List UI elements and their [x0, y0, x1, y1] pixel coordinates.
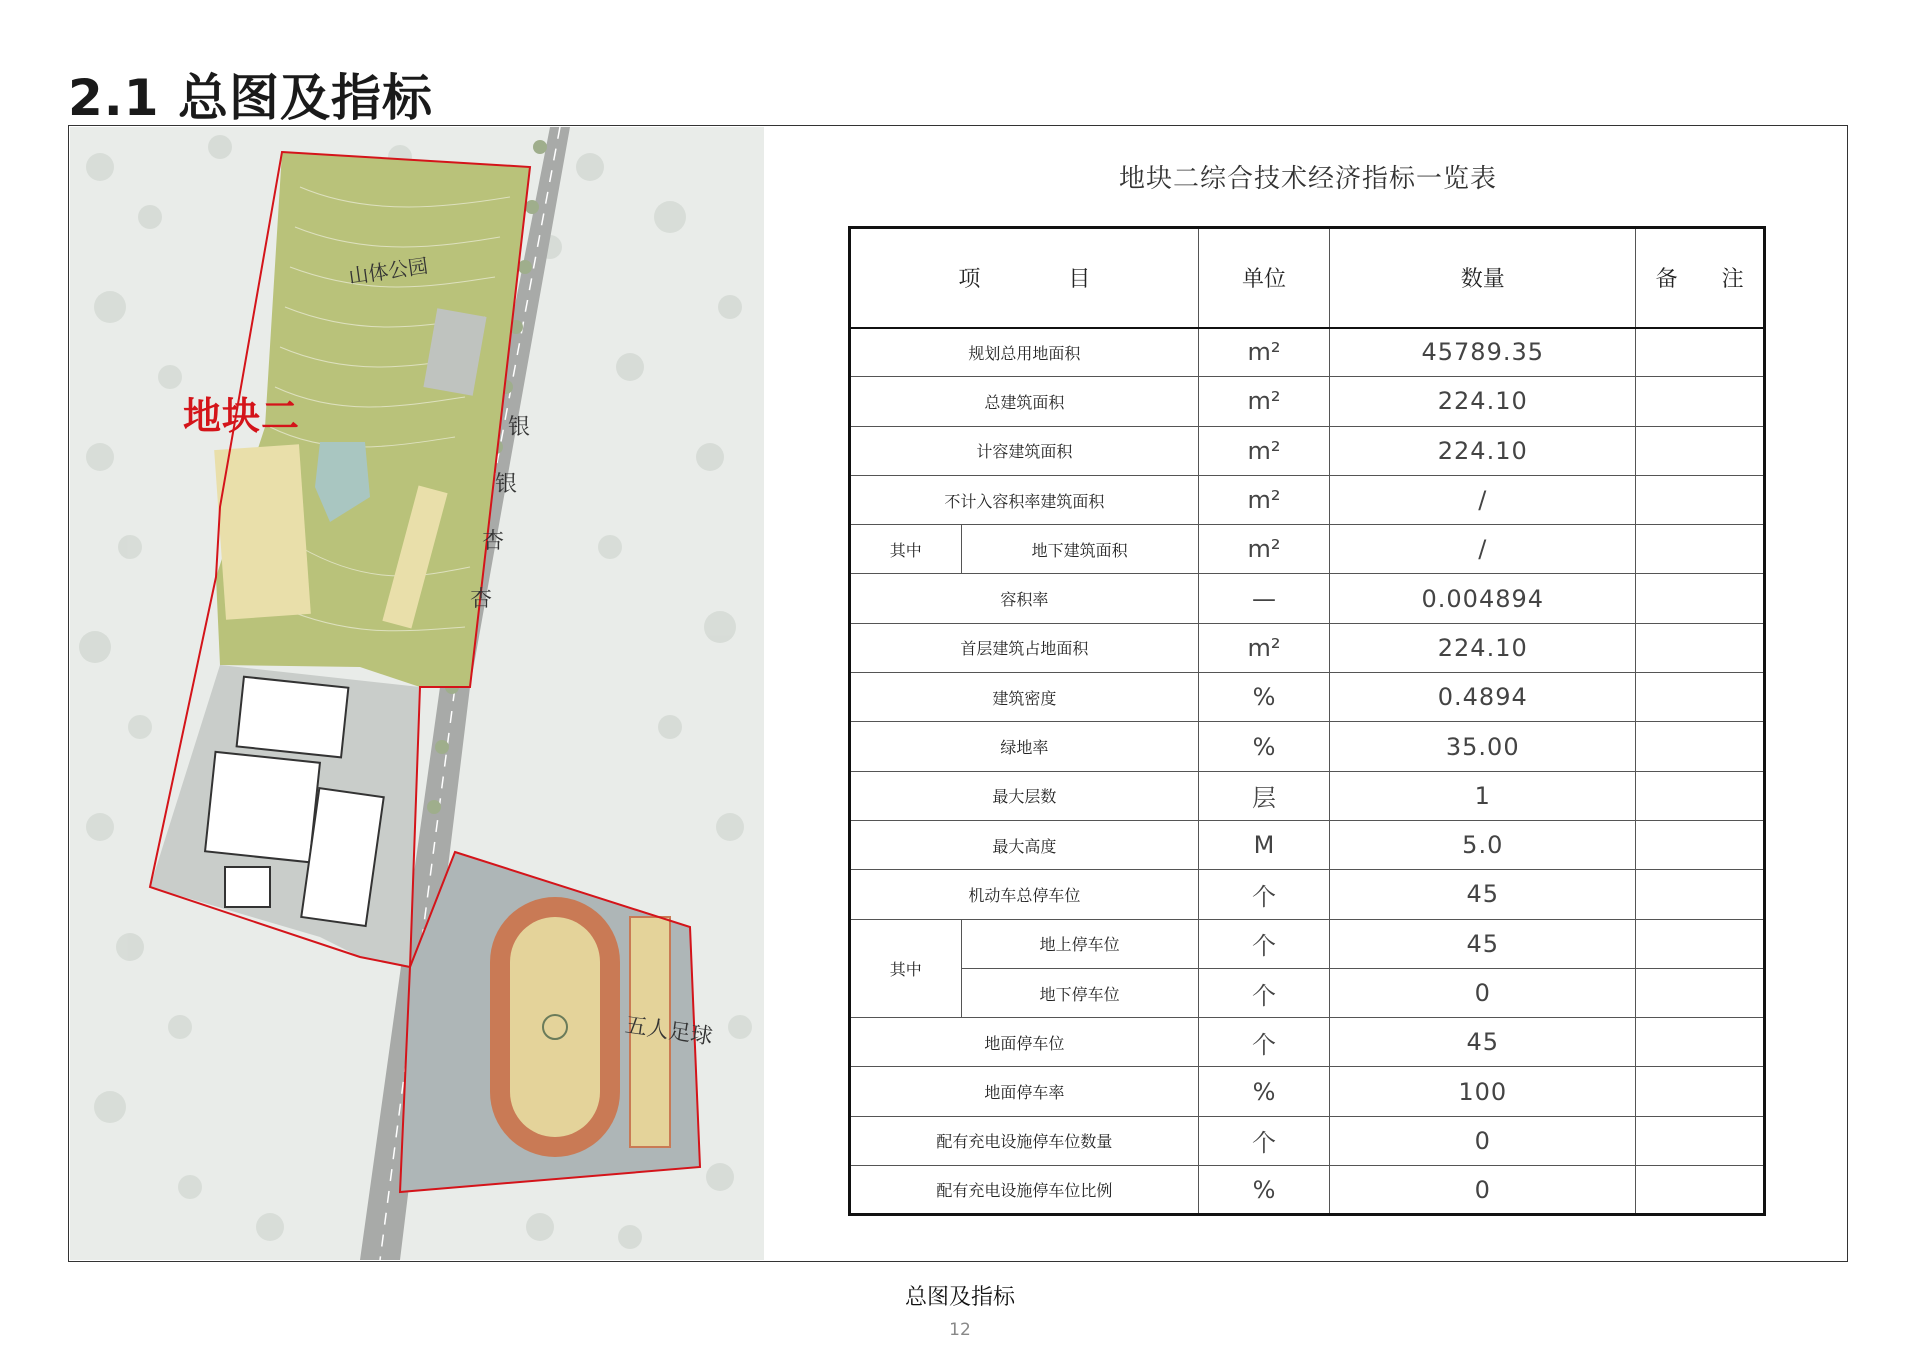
row-remark: [1636, 820, 1765, 869]
row-item: 绿地率: [850, 722, 1199, 771]
row-remark: [1636, 377, 1765, 426]
row-unit: —: [1198, 574, 1329, 623]
football-field: [510, 917, 600, 1137]
row-unit: m²: [1198, 623, 1329, 672]
table-row: [850, 377, 1765, 426]
row-value: 224.10: [1330, 426, 1636, 475]
table-row: [850, 870, 1765, 919]
table-row: [850, 919, 1765, 968]
row-value: 0.4894: [1330, 673, 1636, 722]
row-unit: %: [1198, 673, 1329, 722]
row-unit: 层: [1198, 771, 1329, 820]
court-area-west: [214, 444, 311, 620]
row-item: 配有充电设施停车位比例: [850, 1166, 1199, 1215]
row-value: 224.10: [1330, 623, 1636, 672]
row-item: 最大层数: [850, 771, 1199, 820]
table-row: [850, 426, 1765, 475]
page-number: 12: [949, 1320, 971, 1340]
row-unit: m²: [1198, 475, 1329, 524]
row-item: 容积率: [850, 574, 1199, 623]
label-road-2: 银: [495, 472, 518, 497]
row-value: 45789.35: [1330, 328, 1636, 377]
row-remark: [1636, 1166, 1765, 1215]
table-row: [850, 771, 1765, 820]
label-mountain-park: 山体公园: [346, 253, 430, 289]
table-row: [850, 673, 1765, 722]
building-1: [237, 677, 349, 758]
plot-label: 地块二: [183, 394, 301, 438]
table-row: [850, 574, 1765, 623]
row-value: 45: [1330, 1018, 1636, 1067]
table-row: [850, 1166, 1765, 1215]
table-row: [850, 328, 1765, 377]
row-remark: [1636, 722, 1765, 771]
row-remark: [1636, 968, 1765, 1017]
building-2: [205, 752, 320, 862]
row-item: 地面停车位: [850, 1018, 1199, 1067]
table-row: [850, 475, 1765, 524]
row-unit: 个: [1198, 1018, 1329, 1067]
header-quantity: 数量: [1330, 228, 1636, 328]
row-remark: [1636, 475, 1765, 524]
table-header-row: [850, 228, 1765, 328]
row-remark: [1636, 623, 1765, 672]
row-value: 0.004894: [1330, 574, 1636, 623]
row-value: 45: [1330, 919, 1636, 968]
table-row: [850, 623, 1765, 672]
row-unit: 个: [1198, 870, 1329, 919]
table-row: [850, 1018, 1765, 1067]
row-item: 地面停车率: [850, 1067, 1199, 1116]
row-value: 5.0: [1330, 820, 1636, 869]
row-remark: [1636, 771, 1765, 820]
page-title: 2.1 总图及指标: [68, 69, 433, 127]
row-item: 计容建筑面积: [850, 426, 1199, 475]
building-4: [225, 867, 270, 907]
row-unit: %: [1198, 1067, 1329, 1116]
row-value: 1: [1330, 771, 1636, 820]
table-row: [850, 525, 1765, 574]
table-row: [850, 722, 1765, 771]
row-remark: [1636, 1018, 1765, 1067]
row-unit: %: [1198, 722, 1329, 771]
row-value: 0: [1330, 968, 1636, 1017]
header-unit: 单位: [1198, 228, 1329, 328]
row-value: 0: [1330, 1116, 1636, 1165]
site-plan: [70, 127, 764, 1260]
row-remark: [1636, 574, 1765, 623]
label-road-1: 银: [508, 415, 531, 440]
row-item: 规划总用地面积: [850, 328, 1199, 377]
site-plan-drawing: [70, 127, 764, 1260]
row-unit: m²: [1198, 426, 1329, 475]
table-row: [850, 1116, 1765, 1165]
row-item: 建筑密度: [850, 673, 1199, 722]
row-item: 最大高度: [850, 820, 1199, 869]
row-value: 35.00: [1330, 722, 1636, 771]
label-football: 五人足球: [623, 1012, 715, 1050]
table-row: [850, 820, 1765, 869]
row-unit: m²: [1198, 525, 1329, 574]
label-road-4: 杏: [470, 587, 493, 612]
row-item: 不计入容积率建筑面积: [850, 475, 1199, 524]
row-value: /: [1330, 525, 1636, 574]
row-group: 其中: [850, 919, 962, 1018]
row-remark: [1636, 328, 1765, 377]
row-unit: %: [1198, 1166, 1329, 1215]
row-value: /: [1330, 475, 1636, 524]
row-item: 总建筑面积: [850, 377, 1199, 426]
row-item: 首层建筑占地面积: [850, 623, 1199, 672]
row-value: 0: [1330, 1166, 1636, 1215]
figure-caption: 总图及指标: [904, 1285, 1015, 1310]
row-unit: 个: [1198, 919, 1329, 968]
row-value: 45: [1330, 870, 1636, 919]
row-unit: 个: [1198, 1116, 1329, 1165]
row-remark: [1636, 673, 1765, 722]
row-value: 100: [1330, 1067, 1636, 1116]
row-unit: m²: [1198, 377, 1329, 426]
row-unit: M: [1198, 820, 1329, 869]
row-remark: [1636, 919, 1765, 968]
row-item: 配有充电设施停车位数量: [850, 1116, 1199, 1165]
row-remark: [1636, 1067, 1765, 1116]
table-title: 地块二综合技术经济指标一览表: [1118, 164, 1497, 194]
row-value: 224.10: [1330, 377, 1636, 426]
header-item: 项 目: [850, 228, 1199, 328]
row-remark: [1636, 426, 1765, 475]
header-remark: 备 注: [1636, 228, 1765, 328]
row-item: 地上停车位: [961, 919, 1198, 968]
table-row: [850, 968, 1765, 1017]
row-remark: [1636, 1116, 1765, 1165]
row-item: 地下停车位: [961, 968, 1198, 1017]
row-unit: m²: [1198, 328, 1329, 377]
row-item: 机动车总停车位: [850, 870, 1199, 919]
row-group: 其中: [850, 525, 962, 574]
row-remark: [1636, 525, 1765, 574]
row-unit: 个: [1198, 968, 1329, 1017]
row-remark: [1636, 870, 1765, 919]
metrics-table: [848, 226, 1766, 1216]
row-item: 地下建筑面积: [961, 525, 1198, 574]
table-row: [850, 1067, 1765, 1116]
label-road-3: 杏: [482, 529, 505, 554]
